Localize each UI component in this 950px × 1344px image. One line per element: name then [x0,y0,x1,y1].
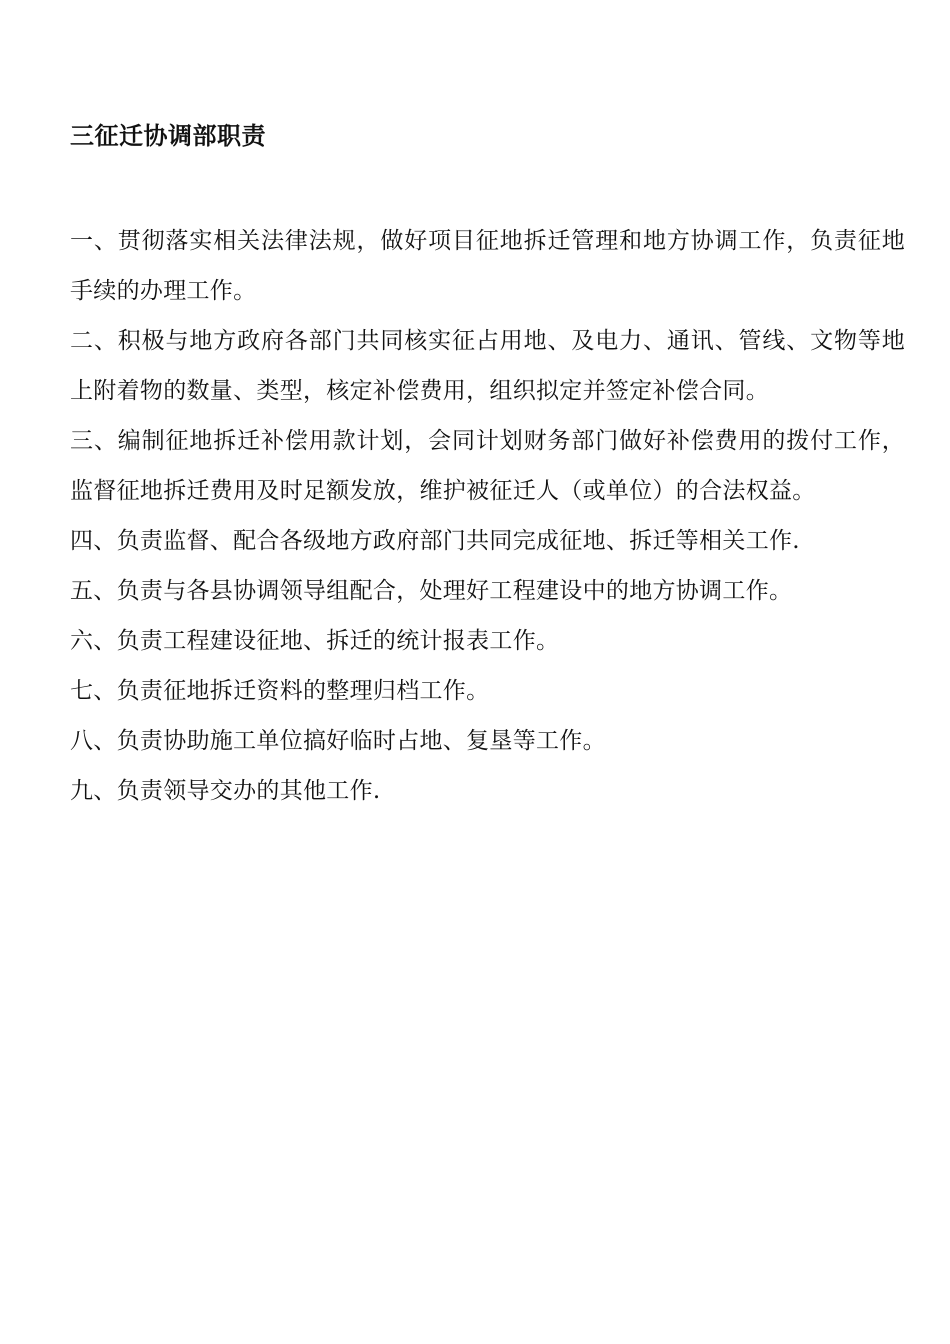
duty-item-7: 七、负责征地拆迁资料的整理归档工作。 [70,678,490,704]
duty-item-5: 五、负责与各县协调领导组配合，处理好工程建设中的地方协调工作。 [70,578,793,604]
duties-list [70,216,905,816]
duty-item-6: 六、负责工程建设征地、拆迁的统计报表工作。 [70,628,560,654]
duty-item-3: 三、编制征地拆迁补偿用款计划，会同计划财务部门做好补偿费用的拨付工作，监督征地拆迁费用及时足额发放，维护被征迁人（或单位）的合法权益。 [70,428,905,504]
duty-item-2: 二、积极与地方政府各部门共同核实征占用地、及电力、通讯、管线、文物等地上附着物的数量、类型，核定补偿费用，组织拟定并签定补偿合同。 [70,328,905,404]
duty-item-8: 八、负责协助施工单位搞好临时占地、复垦等工作。 [70,728,606,754]
duty-item-1: 一、贯彻落实相关法律法规，做好项目征地拆迁管理和地方协调工作，负责征地手续的办理工作。 [70,228,905,304]
duty-item-4: 四、负责监督、配合各级地方政府部门共同完成征地、拆迁等相关工作. [70,528,800,554]
duty-item-9: 九、负责领导交办的其他工作. [70,778,381,804]
document-title: 三征迁协调部职责 [70,122,266,150]
